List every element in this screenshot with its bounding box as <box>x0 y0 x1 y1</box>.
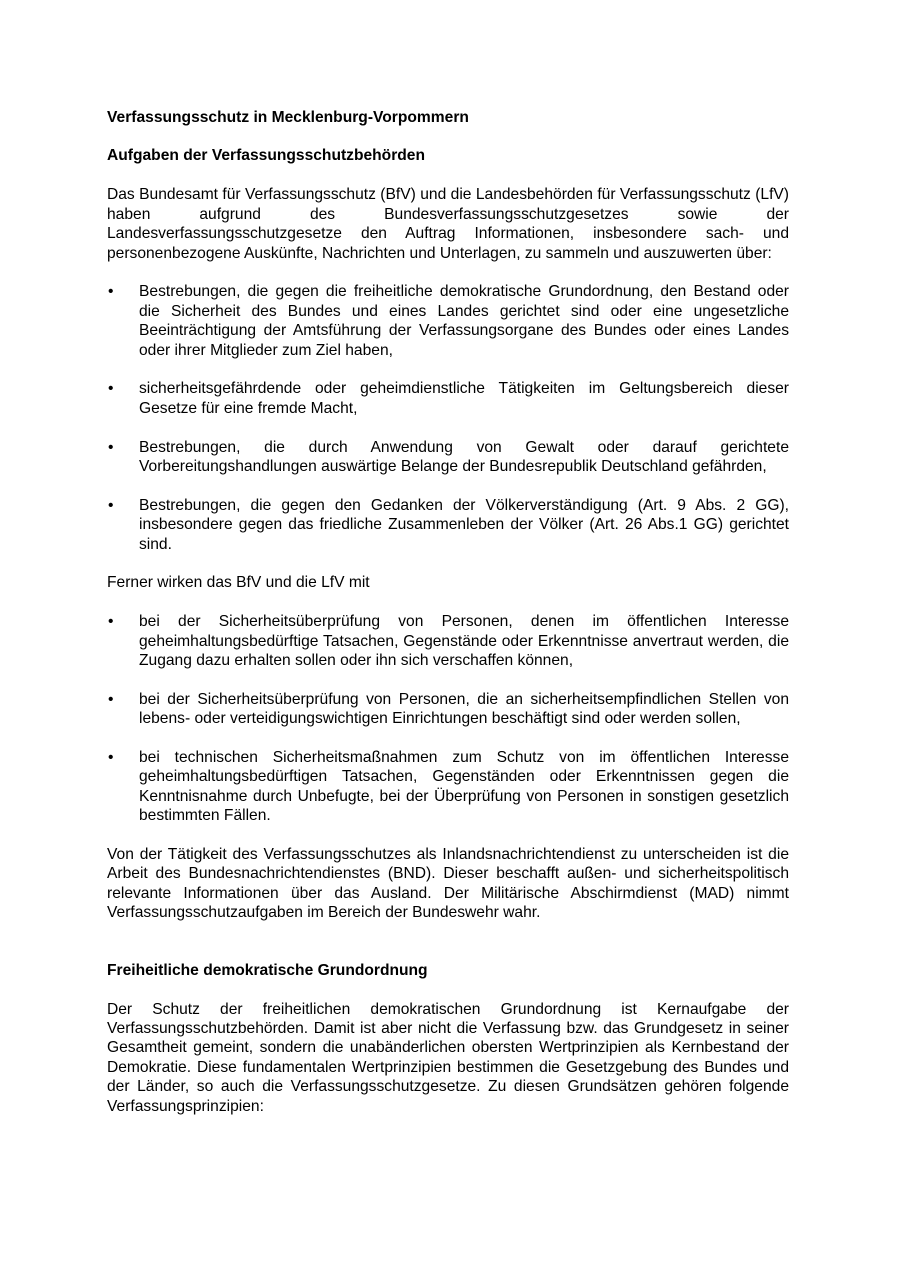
list-item-text: Bestrebungen, die gegen den Gedanken der Völkerverständigung (Art. 9 Abs. 2 GG), insbesondere gegen das friedliche Zusammenleben der Völker (Art. 26 Abs.1 GG) gerichtet sind. <box>139 496 789 553</box>
list-item-text: bei der Sicherheitsüberprüfung von Personen, denen im öffentlichen Interesse geheimhaltungsbedürftige Tatsachen, Gegenstände oder Erkenntnisse anvertraut werden, die Zugang dazu erhalten sollen oder ihn sich verschaffen können, <box>139 613 789 669</box>
bullet-icon: • <box>108 613 114 631</box>
bullet-icon: • <box>108 690 114 708</box>
bullet-icon: • <box>108 283 114 301</box>
bullet-icon: • <box>108 438 114 456</box>
list-item-text: bei technischen Sicherheitsmaßnahmen zum Schutz von im öffentlichen Interesse geheimhaltungsbedürftigen Tatsachen, Gegenständen oder Erkenntnissen gegen die Kenntnisnahme durch Unbefugte, bei der Überprüfung von Personen in sonstigen gesetzlich bestimmten Fällen. <box>139 748 789 825</box>
list-item <box>107 496 789 554</box>
list-item <box>107 612 789 670</box>
grundordnung-paragraph: Der Schutz der freiheitlichen demokratischen Grundordnung ist Kernaufgabe der Verfassungsschutzbehörden. Damit ist aber nicht die Verfassung bzw. das Grundgesetz in seiner Gesamtheit gemeint, sondern die unabänderlichen obersten Wertprinzipien als Kernbestand der Demokratie. Diese fundamentalen Wertprinzipien bestimmen die Gesetzgebung des Bundes und der Länder, so auch die Verfassungsschutzgesetze. Zu diesen Grundsätzen gehören folgende Verfassungsprinzipien: <box>107 1000 789 1115</box>
section-heading-aufgaben: Aufgaben der Verfassungsschutzbehörden <box>107 147 425 165</box>
bullet-list-aufgaben <box>107 282 789 554</box>
list-item <box>107 379 789 418</box>
list-item-text: sicherheitsgefährdende oder geheimdienstliche Tätigkeiten im Geltungsbereich dieser Gesetze für eine fremde Macht, <box>139 380 789 417</box>
bullet-list-mitwirkung <box>107 612 789 825</box>
list-item <box>107 282 789 360</box>
bullet-icon: • <box>108 748 114 766</box>
document-title: Verfassungsschutz in Mecklenburg-Vorpommern <box>107 109 469 126</box>
list-item <box>107 438 789 477</box>
bullet-icon: • <box>108 496 114 514</box>
section-heading-grundordnung: Freiheitliche demokratische Grundordnung <box>107 961 428 979</box>
list-item-text: bei der Sicherheitsüberprüfung von Personen, die an sicherheitsempfindlichen Stellen von lebens- oder verteidigungswichtigen Einrichtungen beschäftigt sind oder werden sollen, <box>139 690 789 728</box>
closing-paragraph: Von der Tätigkeit des Verfassungsschutzes als Inlandsnachrichtendienst zu unterscheiden ist die Arbeit des Bundesnachrichtendienstes (BND). Dieser beschafft außen- und sicherheitspolitisch relevante Informationen über das Ausland. Der Militärische Abschirmdienst (MAD) nimmt Verfassungsschutzaufgaben im Bereich der Bundeswehr wahr. <box>107 845 789 922</box>
intro-paragraph: Das Bundesamt für Verfassungsschutz (BfV) und die Landesbehörden für Verfassungsschutz (LfV) haben aufgrund des Bundesverfassungsschutzgesetzes sowie der Landesverfassungsschutzgesetze den Auftrag Informationen, insbesondere sach- und personenbezogene Auskünfte, Nachrichten und Unterlagen, zu sammeln und auszuwerten über: <box>107 186 789 262</box>
bullet-icon: • <box>108 380 114 398</box>
list-item <box>107 690 789 729</box>
list-item <box>107 748 789 826</box>
ferner-paragraph: Ferner wirken das BfV und die LfV mit <box>107 574 370 592</box>
list-item-text: Bestrebungen, die durch Anwendung von Gewalt oder darauf gerichtete Vorbereitungshandlungen auswärtige Belange der Bundesrepublik Deutschland gefährden, <box>139 438 789 475</box>
list-item-text: Bestrebungen, die gegen die freiheitliche demokratische Grundordnung, den Bestand oder die Sicherheit des Bundes und eines Landes gerichtet sind oder eine ungesetzliche Beeinträchtigung der Amtsführung der Verfassungsorgane des Bundes oder eines Landes oder ihrer Mitglieder zum Ziel haben, <box>139 283 789 359</box>
